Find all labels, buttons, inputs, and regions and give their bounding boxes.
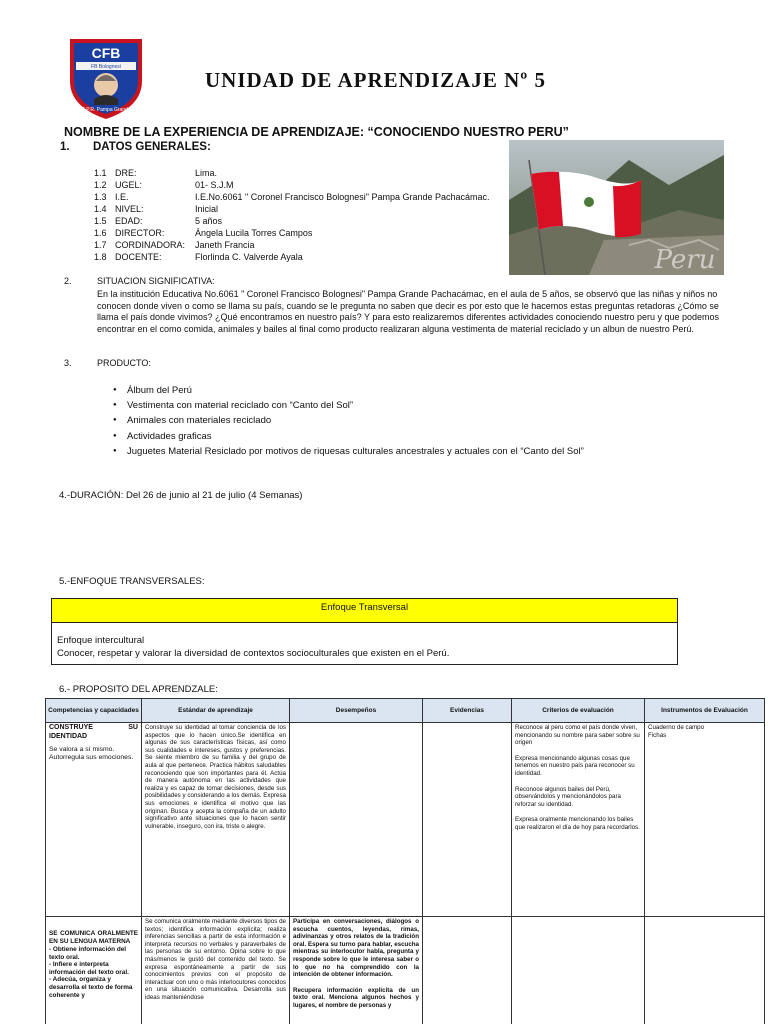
datos-row-director: 1.6 DIRECTOR: Ángela Lucila Torres Campos: [94, 228, 313, 238]
competencia-cell: [46, 917, 142, 1024]
header-desempenos: Desempeños: [290, 699, 423, 723]
header-evidencias: Evidencias: [423, 699, 512, 723]
instrumentos-cell: [645, 723, 765, 917]
enfoque-table-body: [52, 623, 677, 664]
capacidad-item: Se valora a sí mismo.: [49, 745, 115, 753]
logo-top-text: CFB: [91, 45, 121, 61]
competencia-title: SE COMUNICA ORALMENTE EN SU LENGUA MATERNA: [49, 930, 138, 945]
proposito-table: [45, 698, 765, 1024]
logo-band-text: FB Bolognesi: [91, 64, 121, 70]
capacidad-item: - Infiere e interpreta información del texto oral.: [49, 961, 138, 976]
school-logo-crest: [62, 33, 150, 121]
producto-list: [113, 383, 584, 459]
experience-title: NOMBRE DE LA EXPERIENCIA DE APRENDIZAJE: “CONOCIENDO NUESTRO PERU”: [64, 125, 569, 139]
criterios-cell: [512, 917, 645, 1024]
desempeno-item: Recupera información explícita de un texto oral. Menciona algunos hechos y lugares, el nombre de personas y: [293, 986, 419, 1009]
capacidades-list: [49, 946, 138, 999]
enfoque-name: Enfoque intercultural: [57, 635, 145, 646]
page-title: UNIDAD DE APRENDIZAJE Nº 5: [205, 68, 546, 92]
situacion-significativa-text: En la institución Educativa No.6061 " Coronel Francisco Bolognesi" Pampa Grande Pachacámac, en el aula de 5 años, se observó que las niñas y niños no conocen donde viven o como se llama su país, cuando se le pregunta no saben que decir es por esto que le hacemos estas preguntas retadoras ¿Cómo se llama el país donde vivimos? ¿Qué encontramos en nuestro país? Y para esto realizaremos diferentes actividades conociendo nuestro peru y que podemos encontrar en el como comida, animales y bailes al final como producto realizaran alguna vestimenta de material reciclado y un albun de nuestro Perú.: [97, 289, 720, 334]
criterio-item: Expresa mencionando algunas cosas que tenemos en nuestro país para reconocer su identidad.: [515, 754, 635, 777]
competencia-cell: [46, 723, 142, 917]
datos-row-dre: 1.1 DRE: Lima.: [94, 168, 218, 178]
proposito-header-row: [46, 699, 765, 723]
section-1-heading: [60, 141, 211, 153]
instrumento-item: Fichas: [648, 731, 667, 739]
header-criterios: Criterios de evaluación: [512, 699, 645, 723]
datos-row-docente: 1.8 DOCENTE: Florlinda C. Valverde Ayala: [94, 252, 303, 262]
enfoque-description: Conocer, respetar y valorar la diversidad de contextos socioculturales que existen en el Perú.: [57, 647, 450, 659]
section-1-title: DATOS GENERALES:: [93, 141, 211, 153]
criterio-item: Reconoce al peru como el país donde viven, mencionando su nombre para saber sobre su origen: [515, 724, 640, 747]
header-estandar: Estándar de aprendizaje: [142, 699, 290, 723]
estandar-cell: Se comunica oralmente mediante diversos tipos de textos; identifica información explícita; realiza inferencias sencillas a partir de esta información e interpreta recursos no verbales y paraverbales de las personas de su entorno. Opina sobre lo que más/menos le gustó del contenido del texto. Se expresa espontáneamente a partir de sus conocimientos previos con el propósito de interactuar con uno o más interlocutores conocidos en una situación comunicativa. Desarrolla sus ideas manteniéndose: [142, 917, 290, 1024]
list-item: ● Animales con materiales reciclado: [113, 413, 584, 428]
evidencias-cell: [423, 723, 512, 917]
competencia-title: CONSTRUYE SU IDENTIDAD: [49, 724, 138, 740]
peru-image-caption: Peru: [654, 245, 716, 275]
desempenos-cell: [290, 723, 423, 917]
enfoque-transversal-table: [51, 598, 678, 665]
peru-flag-machu-picchu-image: [509, 140, 724, 275]
header-instrumentos: Instrumentos de Evaluación: [645, 699, 765, 723]
section-6-heading: 6.- PROPOSITO DEL APRENDZALE:: [59, 684, 218, 695]
datos-row-cordinadora: 1.7 CORDINADORA: Janeth Francia: [94, 240, 255, 250]
capacidad-item: Autorregula sus emociones.: [49, 754, 134, 761]
section-2-heading: 2. SITUACION SIGNIFICATIVA:: [64, 276, 215, 286]
section-3-heading: 3. PRODUCTO:: [64, 358, 151, 368]
logo-bottom-text: C.P.R. Pampa Grande: [81, 107, 131, 113]
capacidad-item: - Obtiene información del texto oral.: [49, 946, 138, 961]
table-row: [46, 917, 765, 1024]
list-item: ● Actividades graficas: [113, 429, 584, 444]
capacidad-item: - Adecúa, organiza y desarrolla el texto de forma coherente y: [49, 976, 138, 999]
section-5-heading: 5.-ENFOQUE TRANSVERSALES:: [59, 576, 205, 587]
list-item: ● Vestimenta con material reciclado con “Canto del Sol”: [113, 398, 584, 413]
criterios-cell: [512, 723, 645, 917]
desempenos-cell: [290, 917, 423, 1024]
datos-row-nivel: 1.4 NIVEL: Inicial: [94, 204, 219, 214]
enfoque-table-header: Enfoque Transversal: [52, 599, 677, 623]
estandar-cell: Construye su identidad al tomar conciencia de los aspectos que lo hacen único.Se identifica en algunas de sus características físicas, así como sus cualidades e intereses, gustos y preferencias. Se siente miembro de su familia y del grupo de aula al que pertenece. Practica hábitos saludables reconociendo que son importantes para él. Actúa de manera autónoma en las actividades que realiza y es capaz de tomar decisiones, desde sus posibilidades y considerando a los demás. Expresa sus emociones e identifica el motivo que las originan. Busca y acepta la compaña de un adulto significativo ante situaciones que lo hacen sentir vulnerable, inseguro, con ira, triste o alegre.: [142, 723, 290, 917]
criterio-item: Expresa oralmente mencionando los bailes que realizaron el día de hoy para recordarlos.: [515, 816, 640, 831]
list-item: ● Álbum del Perú: [113, 383, 584, 398]
instrumento-item: Cuaderno de campo: [648, 724, 705, 731]
evidencias-cell: [423, 917, 512, 1024]
criterio-item: Reconoce algunos bailes del Perú, observándolos y mencionándolos para reforzar su identidad.: [515, 785, 621, 808]
header-competencias: Competencias y capacidades: [46, 699, 142, 723]
instrumentos-cell: [645, 917, 765, 1024]
datos-row-ugel: 1.2 UGEL: 01- S.J.M: [94, 180, 234, 190]
section-1-number: 1.: [60, 141, 70, 153]
duracion-text: 4.-DURACIÓN: Del 26 de junio al 21 de julio (4 Semanas): [59, 490, 303, 501]
desempeno-item: Participa en conversaciones, diálogos o escucha cuentos, leyendas, rimas, adivinanzas y otros relatos de la tradición oral. Espera su turno para hablar, escucha mientras su interlocutor habla, pregunta y responde sobre lo que le interesa saber o lo que no ha comprendido con la intención de obtener información.: [293, 918, 419, 979]
datos-row-edad: 1.5 EDAD: 5 años: [94, 216, 223, 226]
table-row: [46, 723, 765, 917]
list-item: ● Juguetes Material Resiclado por motivos de riquesas culturales ancestrales y actuales con el “Canto del Sol”: [113, 444, 584, 459]
datos-generales-list: [94, 167, 490, 263]
datos-row-ie: 1.3 I.E. I.E.No.6061 " Coronel Francisco Bolognesi" Pampa Grande Pachacámac.: [94, 192, 490, 202]
